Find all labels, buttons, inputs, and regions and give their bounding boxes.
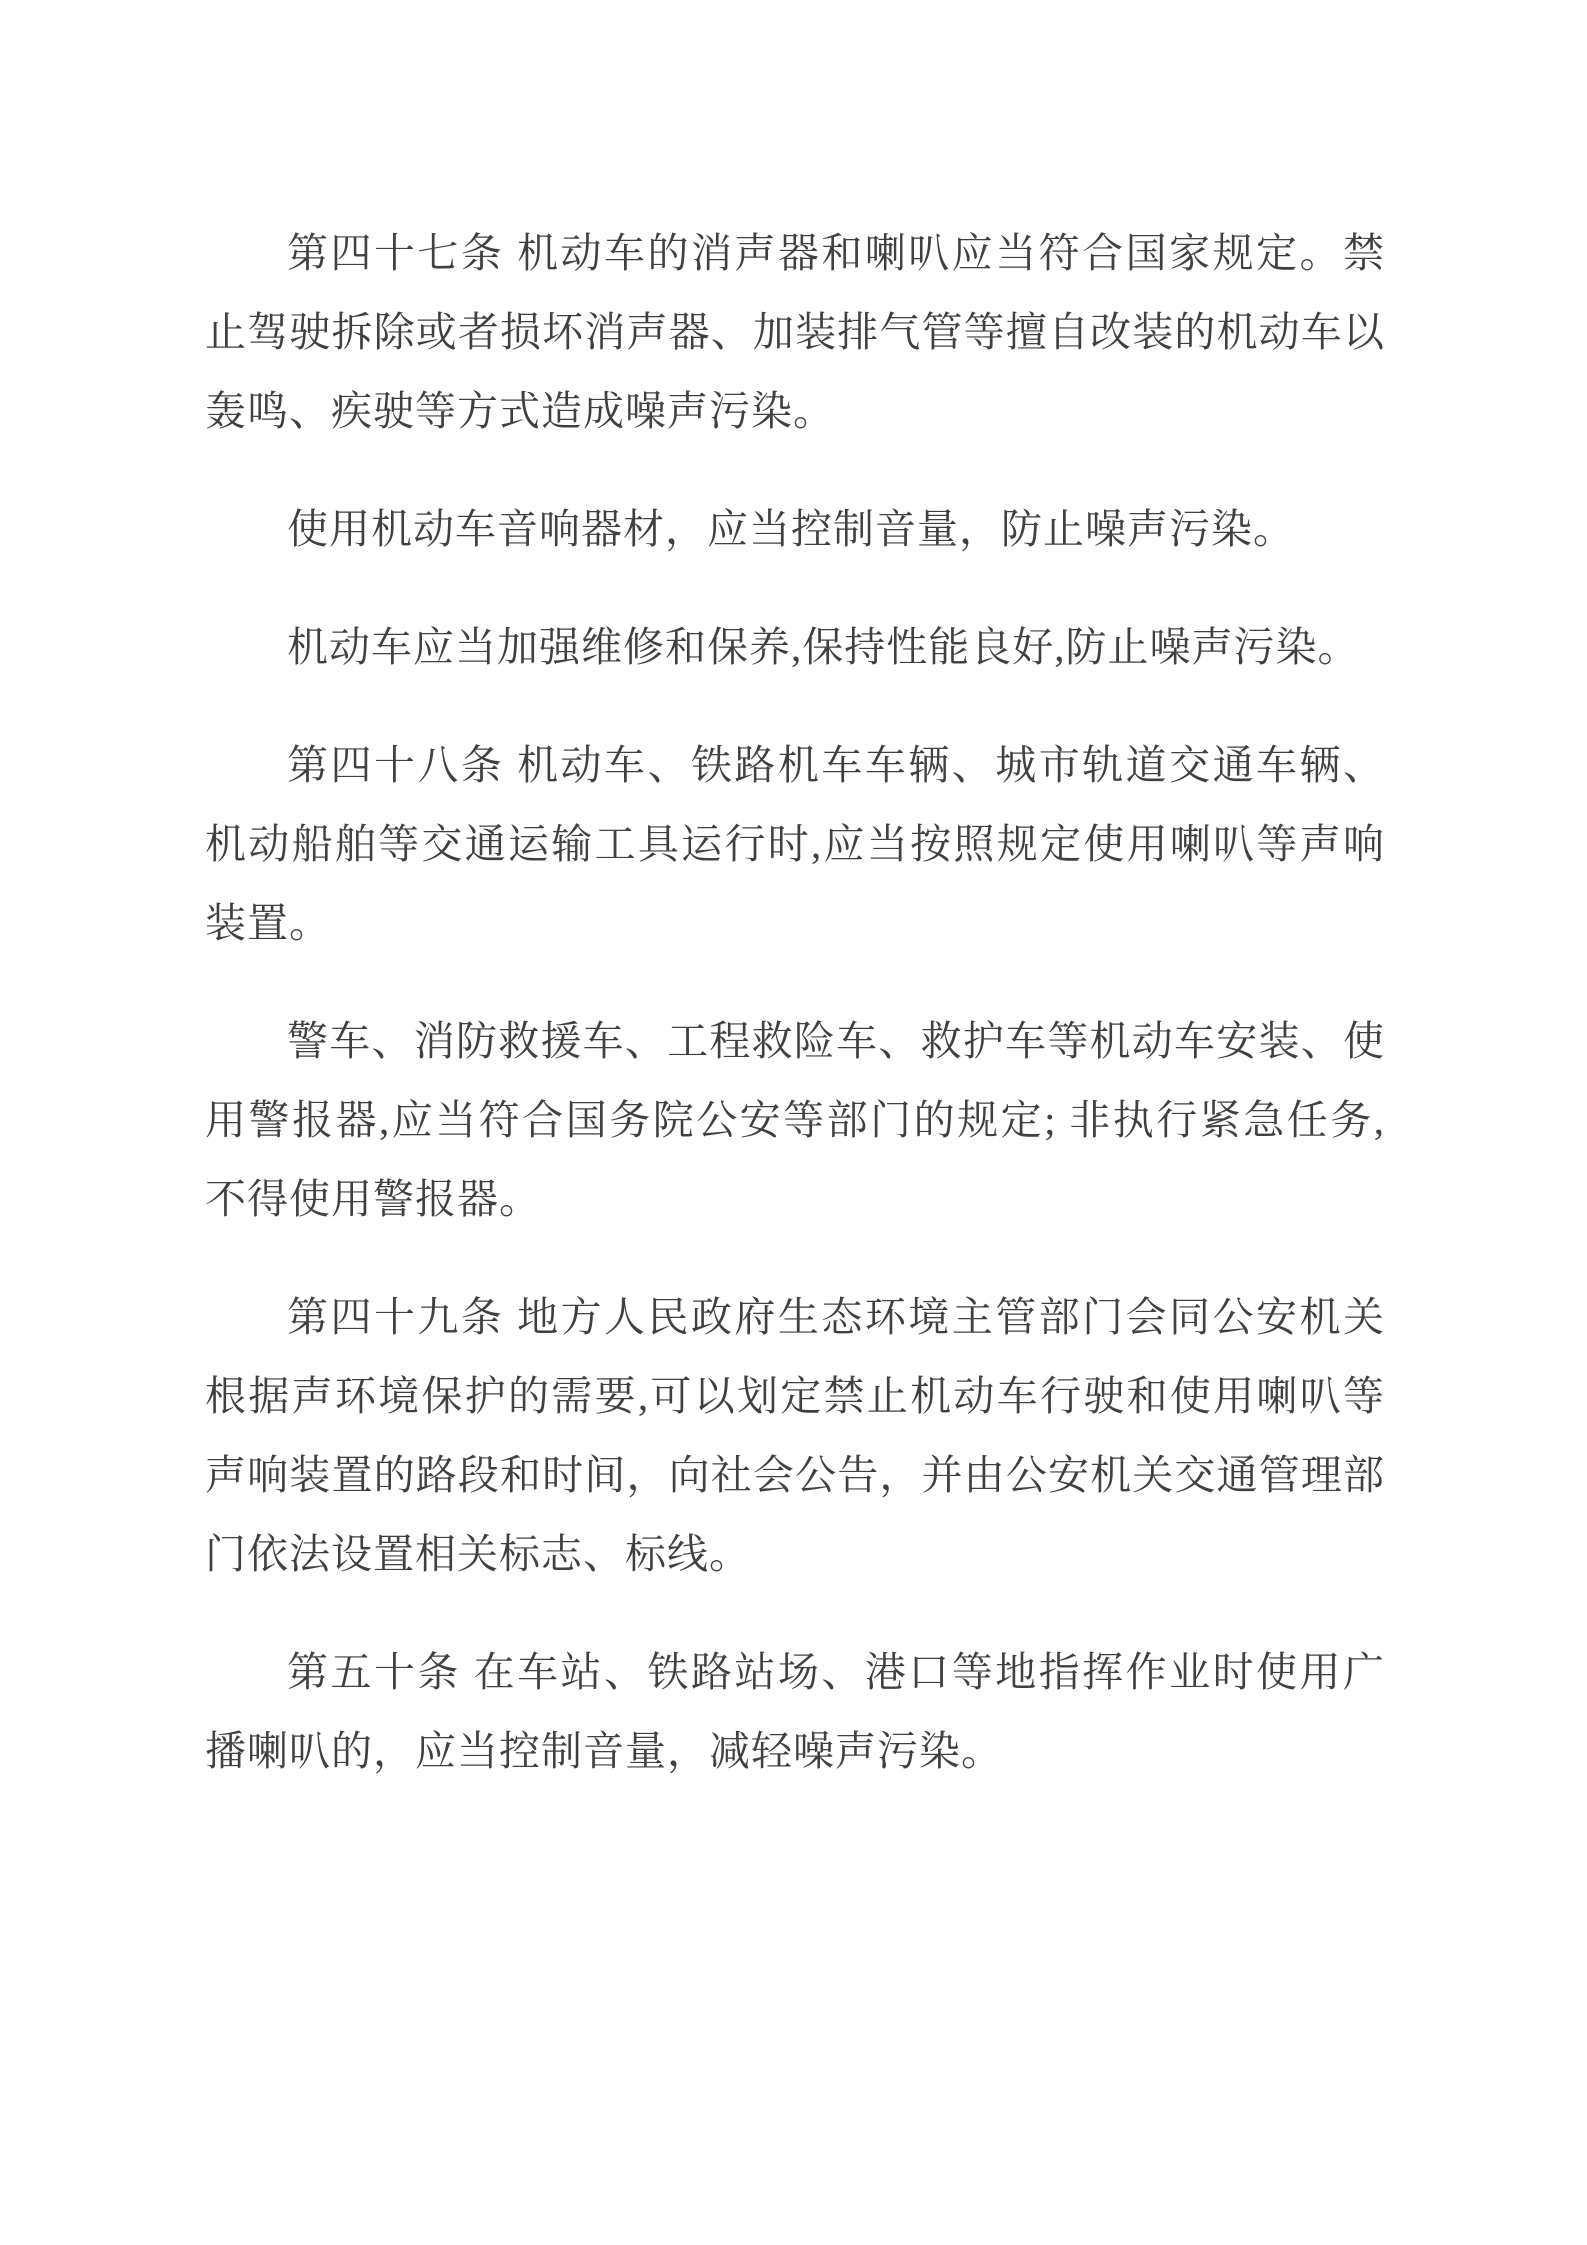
- paragraph-article-48-clause: 第四十八条 机动车、铁路机车车辆、城市轨道交通车辆、机动船舶等交通运输工具运行时,应当按照规定使用喇叭等声响装置。: [205, 742, 1385, 946]
- document-text-block: [205, 214, 1385, 1791]
- paragraph-article-49-clause: 第四十九条 地方人民政府生态环境主管部门会同公安机关根据声环境保护的需要,可以划定禁止机动车行驶和使用喇叭等声响装置的路段和时间，向社会公告，并由公安机关交通管理部门依法设置相关标志、标线。: [205, 1294, 1385, 1577]
- paragraph-article-48-para-2: 警车、消防救援车、工程救险车、救护车等机动车安装、使用警报器,应当符合国务院公安等部门的规定; 非执行紧急任务,不得使用警报器。: [205, 1018, 1385, 1222]
- paragraph-article-47-para-2: 使用机动车音响器材，应当控制音量，防止噪声污染。: [287, 506, 1295, 552]
- paragraph-article-47-para-3: 机动车应当加强维修和保养,保持性能良好,防止噪声污染。: [287, 624, 1360, 670]
- paragraph-article-50-clause: 第五十条 在车站、铁路站场、港口等地指挥作业时使用广播喇叭的，应当控制音量，减轻噪声污染。: [205, 1649, 1385, 1774]
- paragraph-article-47-clause: 第四十七条 机动车的消声器和喇叭应当符合国家规定。禁止驾驶拆除或者损坏消声器、加装排气管等擅自改装的机动车以轰鸣、疾驶等方式造成噪声污染。: [205, 230, 1385, 434]
